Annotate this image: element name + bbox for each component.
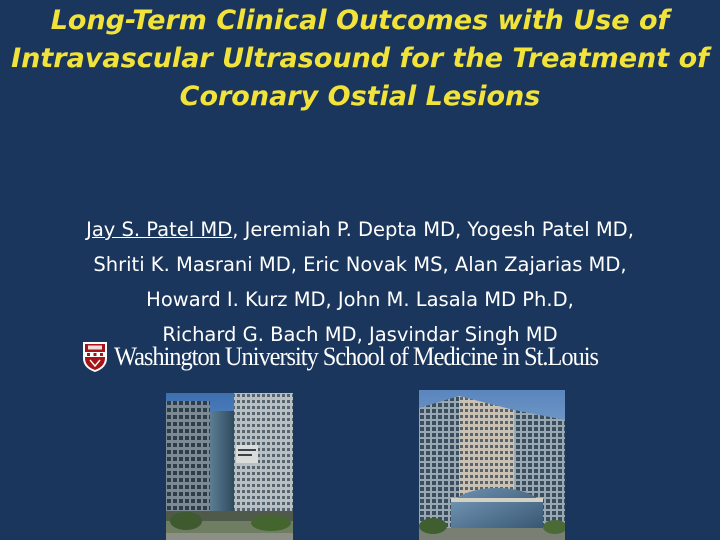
- author-line-1-rest: , Jeremiah P. Depta MD, Yogesh Patel MD,: [232, 218, 634, 241]
- title-line-3: Coronary Ostial Lesions: [179, 81, 541, 112]
- title-line-1: Long-Term Clinical Outcomes with Use of: [50, 5, 670, 36]
- author-list: [0, 212, 720, 352]
- hospital-building-photo: [166, 393, 293, 540]
- author-line-3: Howard I. Kurz MD, John M. Lasala MD Ph.D,: [146, 288, 574, 311]
- title-line-2: Intravascular Ultrasound for the Treatment of: [11, 43, 709, 74]
- author-line-4: Richard G. Bach MD, Jasvindar Singh MD: [162, 323, 558, 346]
- university-seal-icon: [82, 341, 108, 373]
- first-author: Jay S. Patel MD: [86, 218, 233, 241]
- institution-logo: [82, 340, 642, 374]
- institution-name: Washington University School of Medicine in St.Louis: [114, 342, 598, 371]
- medical-center-building-photo: [419, 390, 565, 540]
- author-line-1: [0, 212, 720, 247]
- slide-title: [0, 2, 720, 116]
- author-line-2: Shriti K. Masrani MD, Eric Novak MS, Alan Zajarias MD,: [93, 253, 627, 276]
